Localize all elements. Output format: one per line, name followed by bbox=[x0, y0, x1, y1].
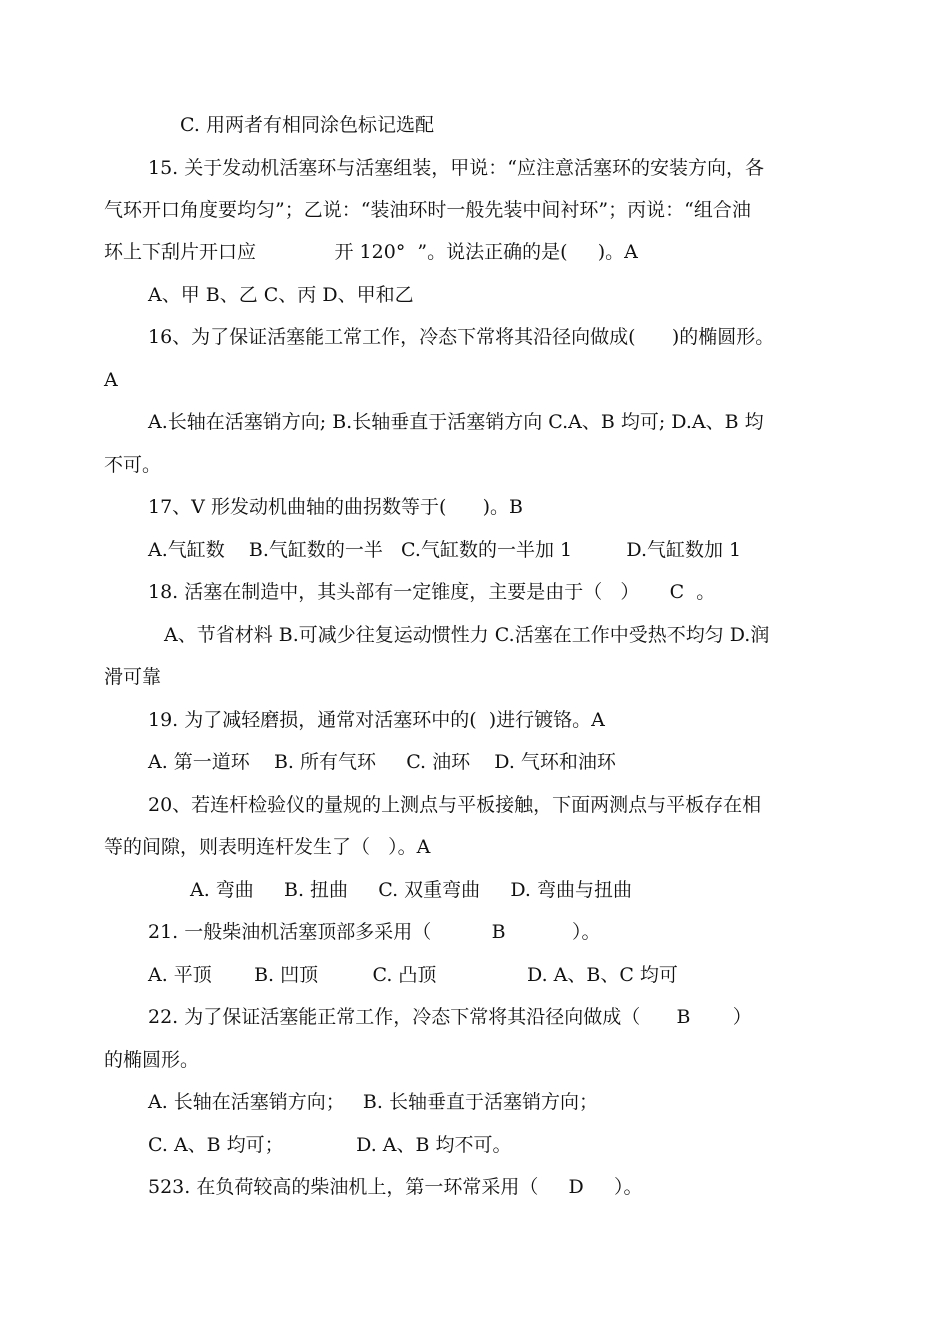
text-line: 17、V 形发动机曲轴的曲拐数等于( )。B bbox=[148, 496, 523, 518]
text-line: A.长轴在活塞销方向; B.长轴垂直于活塞销方向 C.A、B 均可; D.A、B 均 bbox=[148, 411, 764, 433]
text-line: A. 平顶 B. 凹顶 C. 凸顶 D. A、B、C 均可 bbox=[148, 964, 678, 986]
text-line: A. 弯曲 B. 扭曲 C. 双重弯曲 D. 弯曲与扭曲 bbox=[190, 879, 633, 901]
text-line: 16、为了保证活塞能工常工作，冷态下常将其沿径向做成( )的椭圆形。 bbox=[148, 326, 775, 348]
text-line: 等的间隙，则表明连杆发生了（ ）。A bbox=[104, 836, 431, 858]
text-line: A. 长轴在活塞销方向； B. 长轴垂直于活塞销方向； bbox=[148, 1091, 598, 1113]
text-line: 523. 在负荷较高的柴油机上，第一环常采用（ D ）。 bbox=[148, 1176, 643, 1198]
text-line: 21. 一般柴油机活塞顶部多采用（ B ）。 bbox=[148, 921, 601, 943]
text-line: 20、若连杆检验仪的量规的上测点与平板接触，下面两测点与平板存在相 bbox=[148, 794, 762, 816]
text-line: 环上下刮片开口应 开 120° ”。说法正确的是( )。A bbox=[104, 241, 638, 263]
text-line: A.气缸数 B.气缸数的一半 C.气缸数的一半加 1 D.气缸数加 1 bbox=[148, 539, 742, 561]
text-line: 气环开口角度要均匀”；乙说：“装油环时一般先装中间衬环”；丙说：“组合油 bbox=[104, 199, 751, 221]
text-line: C. A、B 均可； D. A、B 均不可。 bbox=[148, 1134, 512, 1156]
text-line: C. 用两者有相同涂色标记选配 bbox=[180, 114, 434, 136]
text-line: A. 第一道环 B. 所有气环 C. 油环 D. 气环和油环 bbox=[148, 751, 616, 773]
text-line: 滑可靠 bbox=[104, 666, 162, 688]
text-line: 19. 为了减轻磨损，通常对活塞环中的( )进行镀铬。A bbox=[148, 709, 605, 731]
text-line: A、节省材料 B.可减少往复运动惯性力 C.活塞在工作中受热不均匀 D.润 bbox=[164, 624, 770, 646]
text-line: A、甲 B、乙 C、丙 D、甲和乙 bbox=[148, 284, 414, 306]
text-line: 22. 为了保证活塞能正常工作，冷态下常将其沿径向做成（ B ） bbox=[148, 1006, 752, 1028]
text-line: 15. 关于发动机活塞环与活塞组装，甲说：“应注意活塞环的安装方向，各 bbox=[148, 157, 764, 179]
text-line: 18. 活塞在制造中，其头部有一定锥度，主要是由于（ ） C 。 bbox=[148, 581, 716, 603]
text-line: A bbox=[104, 369, 118, 391]
text-line: 不可。 bbox=[104, 454, 162, 476]
text-line: 的椭圆形。 bbox=[104, 1049, 200, 1071]
